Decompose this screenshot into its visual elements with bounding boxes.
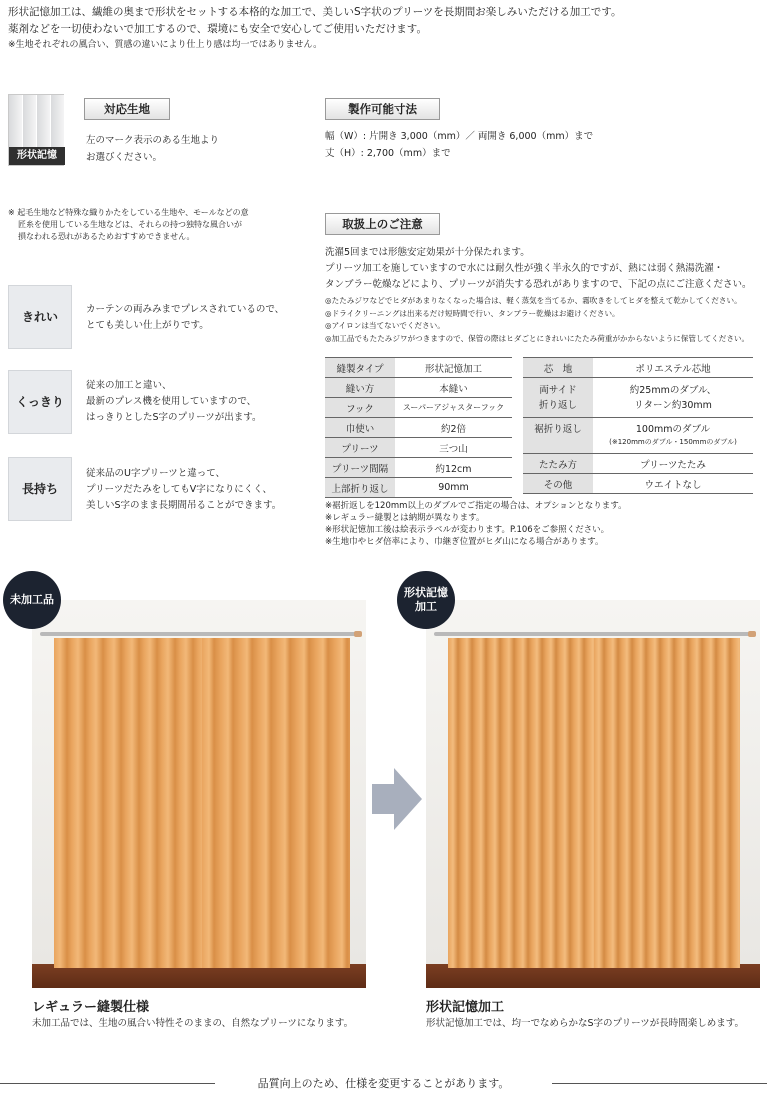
spec-left-key: 縫い方 [325,378,395,398]
feature-text-kukkiri: 従来の加工と違い、 最新のプレス機を使用していますので、 はっきりとしたS字のプリーツが出ます。 [86,380,262,423]
fabric-note: ※ 起毛生地など特殊な織りかたをしている生地や、モールなどの意 匠糸を使用している生地などは、それらの持つ独特な風合いが 損なわれる恐れがあるためおすすめできません。 [8,208,249,241]
spec-left-key: プリーツ [325,438,395,458]
caption-shape-memory-text: 形状記憶加工では、均一でなめらかなS字のプリーツが長時間楽しめます。 [426,1018,745,1029]
caption-regular-text: 未加工品では、生地の風合い特性そのままの、自然なプリーツになります。 [32,1018,354,1029]
spec-table-right [523,357,753,494]
feature-text-kirei: カーテンの両みみまでプレスされているので、 とても美しい仕上がりです。 [86,304,285,331]
feature-text-nagamochi: 従来品のU字プリーツと違って、 プリーツだたみをしてもV字になりにくく、 美しいS字のまま長期間吊ることができます。 [86,468,282,511]
feature-label-kukkiri: くっきり [8,370,72,434]
spec-side-value: 約25mmのダブル、 リターン約30mm [593,378,753,418]
shape-memory-mark-icon [8,94,64,166]
spec-other-value: ウエイトなし [593,474,753,494]
fabric-text: 左のマーク表示のある生地より お選びください。 [86,135,220,163]
spec-other-key: その他 [523,474,593,494]
spec-left-key: 上部折り返し [325,478,395,498]
spec-core-value: ポリエステル芯地 [593,358,753,378]
mark-label: 形状記憶 [9,147,65,165]
intro-line-2: 薬剤などを一切使わないで加工するので、環境にも安全で安心してご使用いただけます。 [8,23,427,35]
spec-left-key: フック [325,398,395,418]
spec-hem-value: 100mmのダブル (※120mmのダブル・150mmのダブル) [593,418,753,454]
caption-regular-title: レギュラー縫製仕様 [32,1000,150,1015]
size-text: 幅（W）: 片開き 3,000（mm）／ 両開き 6,000（mm）まで 丈（H）: 2,700（mm）まで [325,131,594,159]
care-heading: 取扱上のご注意 [325,213,440,235]
spec-left-value: 90mm [395,478,512,498]
curtain-left-panel [448,638,594,968]
photo-untreated-curtain [32,600,366,988]
badge-shape-memory: 形状記憶 加工 [397,571,455,629]
spec-core-key: 芯 地 [523,358,593,378]
caption-shape-memory-title: 形状記憶加工 [426,1000,505,1015]
feature-label-nagamochi: 長持ち [8,457,72,521]
spec-left-key: プリーツ間隔 [325,458,395,478]
spec-side-key: 両サイド 折り返し [523,378,593,418]
intro-note: ※生地それぞれの風合い、質感の違いにより仕上り感は均一ではありません。 [8,40,323,50]
spec-left-value: 形状記憶加工 [395,358,512,378]
curtain-rod [434,632,752,636]
footer-notice: 品質向上のため、仕様を変更することがあります。 [257,1077,510,1090]
badge-untreated: 未加工品 [3,571,61,629]
fabric-heading: 対応生地 [84,98,170,120]
curtain-right-panel [594,638,740,968]
spec-fold-value: プリーツたたみ [593,454,753,474]
spec-left-value: 約2倍 [395,418,512,438]
care-notes: ◎たたみジワなどでヒダがあまりなくなった場合は、軽く蒸気を当てるか、霧吹きをしてヒダを整えて乾かしてください。 ◎ドライクリーニングは出来るだけ短時間で行い、タンブラー乾燥はお避けください。 ◎アイロンは当てないでください。 ◎加工品でもたたみジワがつきますので、保管の際はヒダごとにきれいにたたみ荷重がかからないように保管してください。 [325,296,750,343]
spec-left-key: 巾使い [325,418,395,438]
curtain-right-panel [202,638,350,968]
curtain-rod [40,632,358,636]
care-text: 洗濯5回までは形態安定効果が十分保たれます。 プリーツ加工を施していますので水には耐久性が強く半永久的ですが、熱には弱く熱湯洗濯・ タンブラー乾燥などにより、プリーツが消失する恐れがありますので、下記の点にご注意ください。 [325,247,752,290]
intro [8,4,760,52]
spec-left-value: 本縫い [395,378,512,398]
spec-fold-key: たたみ方 [523,454,593,474]
spec-left-key: 縫製タイプ [325,358,395,378]
spec-left-value: 約12cm [395,458,512,478]
size-heading: 製作可能寸法 [325,98,440,120]
intro-line-1: 形状記憶加工は、繊維の奥まで形状をセットする本格的な加工で、美しいS字状のプリーツを長期間お楽しみいただける加工です。 [8,6,622,18]
feature-label-kirei: きれい [8,285,72,349]
curtain-left-panel [54,638,202,968]
spec-notes: ※裾折返しを120mm以上のダブルでご指定の場合は、オプションとなります。 ※レギュラー縫製とは納期が異なります。 ※形状記憶加工後は絵表示ラベルが変わります。P.106をご参照ください。 ※生地巾やヒダ倍率により、巾継ぎ位置がヒダ山になる場合があります。 [325,501,627,547]
arrow-right-icon [372,768,422,830]
photo-shape-memory-curtain [426,600,760,988]
spec-left-value: スーパーアジャスターフック [395,398,512,418]
spec-left-value: 三つ山 [395,438,512,458]
spec-table-left [325,357,512,498]
spec-hem-key: 裾折り返し [523,418,593,454]
